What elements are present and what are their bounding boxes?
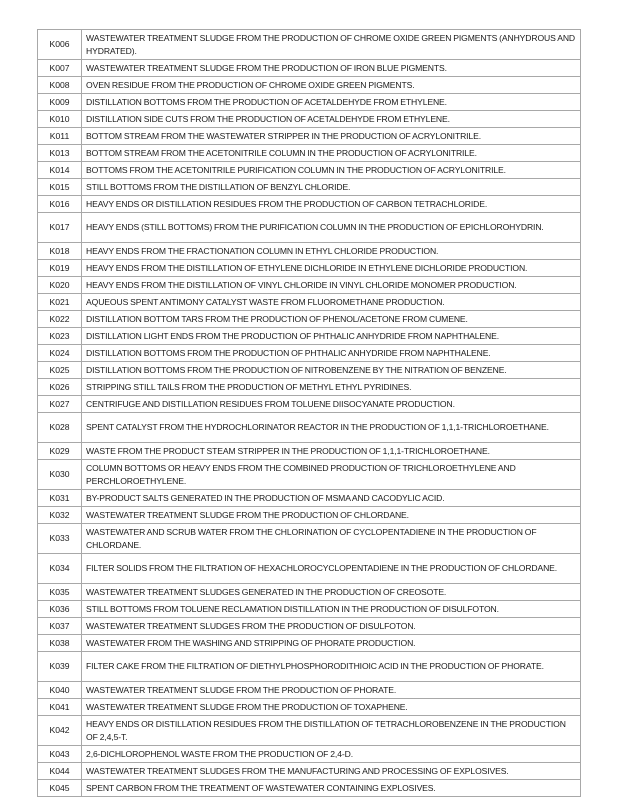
- waste-description-cell: AQUEOUS SPENT ANTIMONY CATALYST WASTE FROM FLUOROMETHANE PRODUCTION.: [82, 294, 581, 311]
- waste-description-cell: WASTEWATER TREATMENT SLUDGE FROM THE PRODUCTION OF TOXAPHENE.: [82, 699, 581, 716]
- waste-description-cell: DISTILLATION BOTTOMS FROM THE PRODUCTION OF PHTHALIC ANHYDRIDE FROM NAPHTHALENE.: [82, 345, 581, 362]
- waste-description-cell: WASTEWATER TREATMENT SLUDGE FROM THE PRODUCTION OF CHROME OXIDE GREEN PIGMENTS (ANHYDROUS AND HYDRATED).: [82, 30, 581, 60]
- table-row: [38, 213, 581, 243]
- table-row: [38, 30, 581, 60]
- table-row: [38, 294, 581, 311]
- table-row: [38, 379, 581, 396]
- waste-code-cell: K006: [38, 30, 82, 60]
- table-row: [38, 328, 581, 345]
- waste-code-cell: K025: [38, 362, 82, 379]
- document-page: [37, 29, 581, 797]
- waste-description-cell: 2,6-DICHLOROPHENOL WASTE FROM THE PRODUCTION OF 2,4-D.: [82, 746, 581, 763]
- waste-code-cell: K016: [38, 196, 82, 213]
- waste-code-cell: K028: [38, 413, 82, 443]
- waste-description-cell: BOTTOMS FROM THE ACETONITRILE PURIFICATION COLUMN IN THE PRODUCTION OF ACRYLONITRILE.: [82, 162, 581, 179]
- waste-description-cell: WASTEWATER FROM THE WASHING AND STRIPPING OF PHORATE PRODUCTION.: [82, 635, 581, 652]
- waste-code-cell: K024: [38, 345, 82, 362]
- waste-description-cell: STRIPPING STILL TAILS FROM THE PRODUCTION OF METHYL ETHYL PYRIDINES.: [82, 379, 581, 396]
- waste-description-cell: OVEN RESIDUE FROM THE PRODUCTION OF CHROME OXIDE GREEN PIGMENTS.: [82, 77, 581, 94]
- table-row: [38, 277, 581, 294]
- waste-description-cell: SPENT CATALYST FROM THE HYDROCHLORINATOR REACTOR IN THE PRODUCTION OF 1,1,1-TRICHLOROETHANE.: [82, 413, 581, 443]
- table-row: [38, 443, 581, 460]
- waste-code-cell: K010: [38, 111, 82, 128]
- waste-description-cell: HEAVY ENDS FROM THE DISTILLATION OF VINYL CHLORIDE IN VINYL CHLORIDE MONOMER PRODUCTION.: [82, 277, 581, 294]
- waste-description-cell: DISTILLATION SIDE CUTS FROM THE PRODUCTION OF ACETALDEHYDE FROM ETHYLENE.: [82, 111, 581, 128]
- table-row: [38, 524, 581, 554]
- waste-code-cell: K011: [38, 128, 82, 145]
- table-row: [38, 196, 581, 213]
- table-row: [38, 77, 581, 94]
- waste-code-cell: K031: [38, 490, 82, 507]
- table-row: [38, 60, 581, 77]
- waste-code-cell: K022: [38, 311, 82, 328]
- waste-description-cell: HEAVY ENDS FROM THE DISTILLATION OF ETHYLENE DICHLORIDE IN ETHYLENE DICHLORIDE PRODUCTION.: [82, 260, 581, 277]
- waste-code-cell: K037: [38, 618, 82, 635]
- table-row: [38, 145, 581, 162]
- waste-code-cell: K015: [38, 179, 82, 196]
- waste-description-cell: DISTILLATION BOTTOM TARS FROM THE PRODUCTION OF PHENOL/ACETONE FROM CUMENE.: [82, 311, 581, 328]
- hazardous-waste-table: [37, 29, 581, 797]
- table-row: [38, 601, 581, 618]
- waste-code-cell: K021: [38, 294, 82, 311]
- waste-code-cell: K023: [38, 328, 82, 345]
- table-row: [38, 311, 581, 328]
- table-row: [38, 94, 581, 111]
- table-row: [38, 635, 581, 652]
- waste-description-cell: BOTTOM STREAM FROM THE ACETONITRILE COLUMN IN THE PRODUCTION OF ACRYLONITRILE.: [82, 145, 581, 162]
- waste-code-cell: K039: [38, 652, 82, 682]
- waste-code-cell: K019: [38, 260, 82, 277]
- waste-description-cell: WASTEWATER TREATMENT SLUDGE FROM THE PRODUCTION OF CHLORDANE.: [82, 507, 581, 524]
- table-body: [38, 30, 581, 797]
- table-row: [38, 618, 581, 635]
- waste-description-cell: HEAVY ENDS (STILL BOTTOMS) FROM THE PURIFICATION COLUMN IN THE PRODUCTION OF EPICHLOROHYDRIN.: [82, 213, 581, 243]
- table-row: [38, 746, 581, 763]
- table-row: [38, 490, 581, 507]
- table-row: [38, 243, 581, 260]
- waste-code-cell: K007: [38, 60, 82, 77]
- waste-code-cell: K045: [38, 780, 82, 797]
- table-row: [38, 716, 581, 746]
- waste-code-cell: K017: [38, 213, 82, 243]
- waste-code-cell: K030: [38, 460, 82, 490]
- table-row: [38, 763, 581, 780]
- waste-code-cell: K020: [38, 277, 82, 294]
- waste-description-cell: WASTEWATER TREATMENT SLUDGES GENERATED IN THE PRODUCTION OF CREOSOTE.: [82, 584, 581, 601]
- table-row: [38, 584, 581, 601]
- waste-description-cell: DISTILLATION LIGHT ENDS FROM THE PRODUCTION OF PHTHALIC ANHYDRIDE FROM NAPHTHALENE.: [82, 328, 581, 345]
- waste-code-cell: K027: [38, 396, 82, 413]
- table-row: [38, 111, 581, 128]
- waste-description-cell: BY-PRODUCT SALTS GENERATED IN THE PRODUCTION OF MSMA AND CACODYLIC ACID.: [82, 490, 581, 507]
- waste-code-cell: K018: [38, 243, 82, 260]
- waste-description-cell: FILTER CAKE FROM THE FILTRATION OF DIETHYLPHOSPHORODITHIOIC ACID IN THE PRODUCTION OF PHORATE.: [82, 652, 581, 682]
- waste-code-cell: K035: [38, 584, 82, 601]
- table-row: [38, 554, 581, 584]
- waste-code-cell: K032: [38, 507, 82, 524]
- waste-description-cell: HEAVY ENDS OR DISTILLATION RESIDUES FROM THE PRODUCTION OF CARBON TETRACHLORIDE.: [82, 196, 581, 213]
- waste-code-cell: K009: [38, 94, 82, 111]
- waste-description-cell: FILTER SOLIDS FROM THE FILTRATION OF HEXACHLOROCYCLOPENTADIENE IN THE PRODUCTION OF CHLORDANE.: [82, 554, 581, 584]
- waste-description-cell: STILL BOTTOMS FROM TOLUENE RECLAMATION DISTILLATION IN THE PRODUCTION OF DISULFOTON.: [82, 601, 581, 618]
- waste-description-cell: WASTEWATER TREATMENT SLUDGES FROM THE MANUFACTURING AND PROCESSING OF EXPLOSIVES.: [82, 763, 581, 780]
- table-row: [38, 260, 581, 277]
- waste-description-cell: DISTILLATION BOTTOMS FROM THE PRODUCTION OF NITROBENZENE BY THE NITRATION OF BENZENE.: [82, 362, 581, 379]
- waste-description-cell: WASTEWATER TREATMENT SLUDGES FROM THE PRODUCTION OF DISULFOTON.: [82, 618, 581, 635]
- waste-description-cell: WASTEWATER TREATMENT SLUDGE FROM THE PRODUCTION OF IRON BLUE PIGMENTS.: [82, 60, 581, 77]
- waste-description-cell: DISTILLATION BOTTOMS FROM THE PRODUCTION OF ACETALDEHYDE FROM ETHYLENE.: [82, 94, 581, 111]
- waste-code-cell: K026: [38, 379, 82, 396]
- table-row: [38, 413, 581, 443]
- table-row: [38, 507, 581, 524]
- waste-description-cell: CENTRIFUGE AND DISTILLATION RESIDUES FROM TOLUENE DIISOCYANATE PRODUCTION.: [82, 396, 581, 413]
- table-row: [38, 128, 581, 145]
- table-row: [38, 162, 581, 179]
- table-row: [38, 699, 581, 716]
- waste-code-cell: K041: [38, 699, 82, 716]
- waste-code-cell: K008: [38, 77, 82, 94]
- waste-description-cell: WASTEWATER AND SCRUB WATER FROM THE CHLORINATION OF CYCLOPENTADIENE IN THE PRODUCTION OF CHLORDANE.: [82, 524, 581, 554]
- waste-description-cell: HEAVY ENDS OR DISTILLATION RESIDUES FROM THE DISTILLATION OF TETRACHLOROBENZENE IN THE PRODUCTION OF 2,4,5-T.: [82, 716, 581, 746]
- waste-description-cell: WASTE FROM THE PRODUCT STEAM STRIPPER IN THE PRODUCTION OF 1,1,1-TRICHLOROETHANE.: [82, 443, 581, 460]
- waste-code-cell: K029: [38, 443, 82, 460]
- table-row: [38, 396, 581, 413]
- waste-code-cell: K044: [38, 763, 82, 780]
- waste-code-cell: K040: [38, 682, 82, 699]
- waste-code-cell: K034: [38, 554, 82, 584]
- waste-code-cell: K036: [38, 601, 82, 618]
- waste-code-cell: K033: [38, 524, 82, 554]
- waste-code-cell: K042: [38, 716, 82, 746]
- table-row: [38, 652, 581, 682]
- table-row: [38, 179, 581, 196]
- table-row: [38, 780, 581, 797]
- table-row: [38, 460, 581, 490]
- waste-code-cell: K043: [38, 746, 82, 763]
- waste-description-cell: HEAVY ENDS FROM THE FRACTIONATION COLUMN IN ETHYL CHLORIDE PRODUCTION.: [82, 243, 581, 260]
- table-row: [38, 345, 581, 362]
- waste-description-cell: WASTEWATER TREATMENT SLUDGE FROM THE PRODUCTION OF PHORATE.: [82, 682, 581, 699]
- table-row: [38, 362, 581, 379]
- waste-description-cell: STILL BOTTOMS FROM THE DISTILLATION OF BENZYL CHLORIDE.: [82, 179, 581, 196]
- waste-description-cell: BOTTOM STREAM FROM THE WASTEWATER STRIPPER IN THE PRODUCTION OF ACRYLONITRILE.: [82, 128, 581, 145]
- table-row: [38, 682, 581, 699]
- waste-code-cell: K038: [38, 635, 82, 652]
- waste-code-cell: K014: [38, 162, 82, 179]
- waste-description-cell: SPENT CARBON FROM THE TREATMENT OF WASTEWATER CONTAINING EXPLOSIVES.: [82, 780, 581, 797]
- waste-description-cell: COLUMN BOTTOMS OR HEAVY ENDS FROM THE COMBINED PRODUCTION OF TRICHLOROETHYLENE AND PERCHLOROETHYLENE.: [82, 460, 581, 490]
- waste-code-cell: K013: [38, 145, 82, 162]
